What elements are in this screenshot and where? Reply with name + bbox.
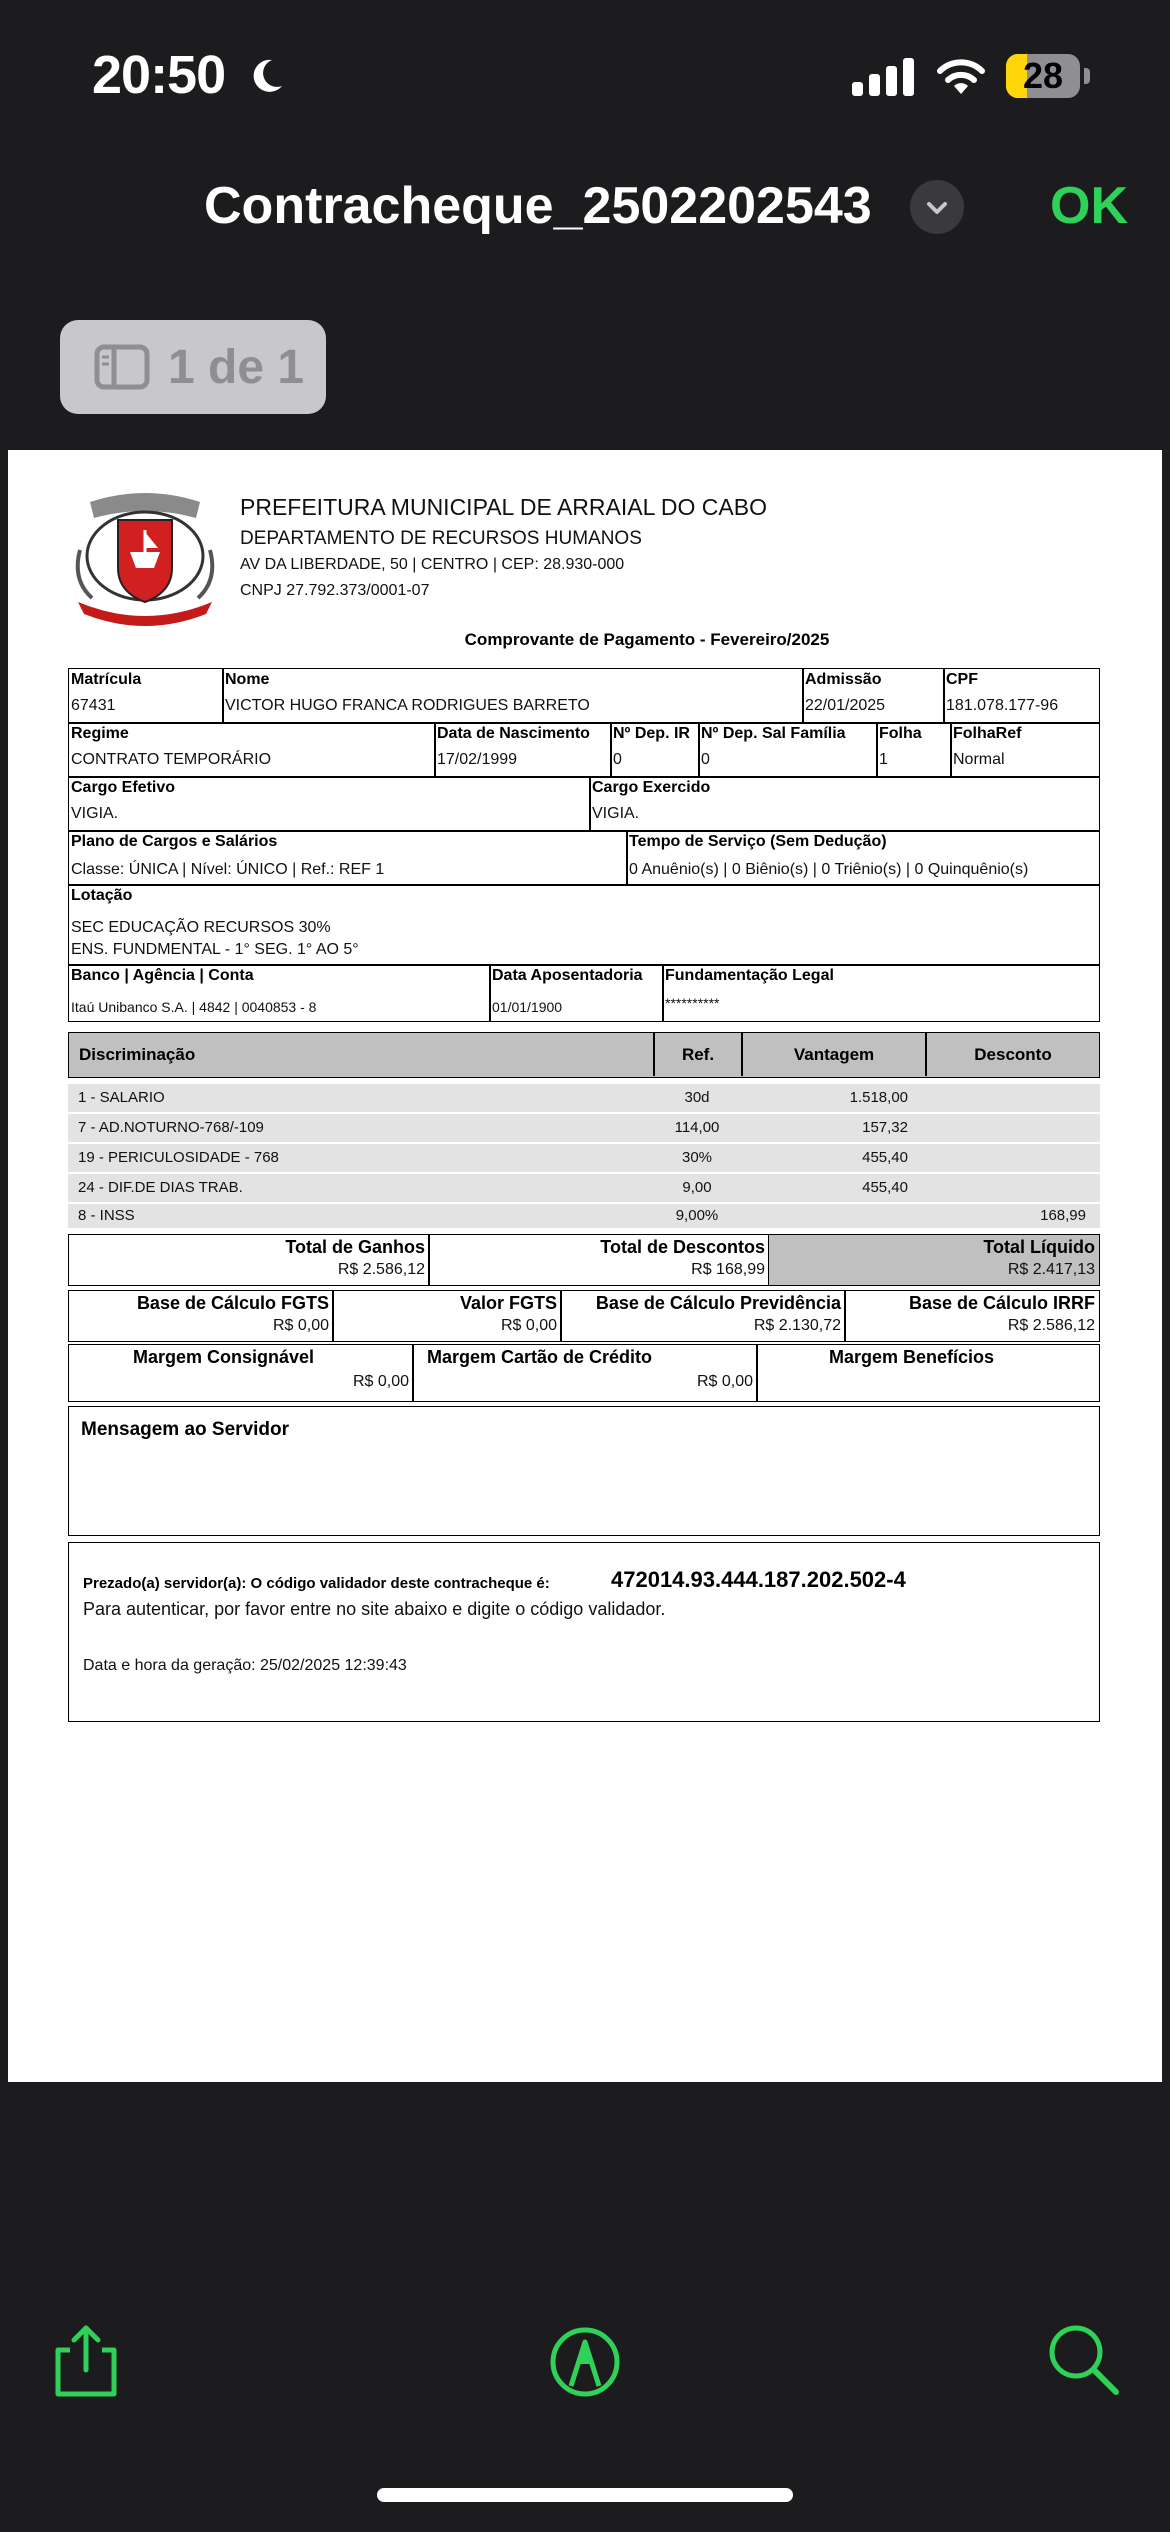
field-cpf — [943, 668, 1100, 724]
field-folharef — [950, 722, 1100, 778]
field-cargo-efetivo — [68, 776, 591, 832]
earnings-table-header — [68, 1032, 1100, 1078]
field-banco — [68, 964, 491, 1022]
org-address: AV DA LIBERDADE, 50 | CENTRO | CEP: 28.930-000 — [240, 556, 625, 573]
value-tempo-servico: 0 Anuênio(s) | 0 Biênio(s) | 0 Triênio(s) | 0 Quinquênio(s) — [629, 861, 1029, 878]
label-banco: Banco | Agência | Conta — [71, 967, 254, 984]
row-vantagem: 455,40 — [862, 1179, 908, 1196]
label-cpf: CPF — [946, 671, 978, 688]
wifi-icon — [934, 56, 988, 96]
payslip-subtitle: Comprovante de Pagamento - Fevereiro/2025 — [464, 630, 830, 649]
label-cargo-exercido: Cargo Exercido — [592, 779, 711, 796]
home-indicator[interactable] — [377, 2488, 793, 2502]
label-dep-sal-familia: Nº Dep. Sal Família — [701, 725, 846, 742]
mensagem-servidor — [68, 1406, 1100, 1536]
value-banco: Itaú Unibanco S.A. | 4842 | 0040853 - 8 — [71, 999, 317, 1015]
table-row — [68, 1144, 1100, 1172]
org-cnpj: CNPJ 27.792.373/0001-07 — [240, 582, 430, 599]
table-row — [68, 1174, 1100, 1202]
label-margem-cartao: Margem Cartão de Crédito — [427, 1347, 653, 1367]
label-base-fgts: Base de Cálculo FGTS — [136, 1293, 329, 1313]
header-vantagem: Vantagem — [793, 1045, 875, 1064]
valor-fgts — [332, 1290, 562, 1342]
label-nome: Nome — [225, 671, 270, 688]
margem-consignavel — [68, 1344, 414, 1402]
field-nascimento — [434, 722, 612, 778]
row-vantagem: 1.518,00 — [849, 1089, 908, 1106]
value-nascimento: 17/02/1999 — [437, 751, 518, 768]
field-regime — [68, 722, 436, 778]
label-nascimento: Data de Nascimento — [437, 725, 590, 742]
value-matricula: 67431 — [71, 697, 116, 714]
org-name: PREFEITURA MUNICIPAL DE ARRAIAL DO CABO — [240, 494, 767, 520]
document-title[interactable]: Contracheque_2502202543 — [204, 177, 872, 235]
page-indicator-button[interactable] — [60, 320, 326, 414]
value-total-descontos: R$ 168,99 — [691, 1261, 765, 1278]
label-dep-ir: Nº Dep. IR — [613, 725, 690, 742]
row-vantagem: 455,40 — [862, 1149, 908, 1166]
margem-beneficios — [756, 1344, 1100, 1402]
value-dep-sal-familia: 0 — [701, 751, 710, 768]
row-vantagem: 157,32 — [862, 1119, 908, 1136]
validador-intro: Prezado(a) servidor(a): O código validador deste contracheque é: — [83, 1575, 550, 1592]
field-matricula — [68, 668, 224, 724]
label-total-liquido: Total Líquido — [983, 1237, 1095, 1257]
field-folha — [876, 722, 952, 778]
table-row — [68, 1114, 1100, 1142]
value-fundamentacao: ********** — [665, 995, 720, 1011]
row-desc: 8 - INSS — [78, 1207, 135, 1224]
validador-box — [68, 1542, 1100, 1722]
field-tempo-servico — [626, 830, 1100, 886]
value-lotacao-line2: ENS. FUNDMENTAL - 1° SEG. 1° AO 5° — [71, 941, 359, 958]
validador-geracao: Data e hora da geração: 25/02/2025 12:39:43 — [83, 1657, 407, 1674]
value-total-ganhos: R$ 2.586,12 — [337, 1261, 425, 1278]
chevron-down-icon — [923, 194, 951, 222]
row-ref: 114,00 — [674, 1119, 720, 1136]
base-previdencia — [560, 1290, 846, 1342]
label-folha: Folha — [879, 725, 922, 742]
value-lotacao-line1: SEC EDUCAÇÃO RECURSOS 30% — [71, 919, 331, 936]
field-dep-sal-familia — [698, 722, 878, 778]
field-aposentadoria — [489, 964, 664, 1022]
dept-name: DEPARTAMENTO DE RECURSOS HUMANOS — [240, 528, 642, 549]
row-ref: 30d — [684, 1089, 710, 1106]
row-desc: 7 - AD.NOTURNO-768/-109 — [78, 1119, 264, 1136]
value-folha: 1 — [879, 751, 888, 768]
sidebar-icon — [94, 344, 150, 390]
field-dep-ir — [610, 722, 700, 778]
header-desconto: Desconto — [974, 1045, 1052, 1064]
value-valor-fgts: R$ 0,00 — [500, 1317, 557, 1334]
field-admissao — [802, 668, 945, 724]
label-folharef: FolhaRef — [953, 725, 1022, 742]
base-fgts — [68, 1290, 334, 1342]
label-base-previdencia: Base de Cálculo Previdência — [595, 1293, 841, 1313]
label-plano-cargos: Plano de Cargos e Salários — [71, 833, 278, 850]
total-descontos — [428, 1234, 770, 1286]
validador-instrucao: Para autenticar, por favor entre no site abaixo e digite o código validador. — [83, 1599, 666, 1619]
title-menu-button[interactable] — [910, 180, 964, 234]
table-row — [68, 1084, 1100, 1112]
value-base-irrf: R$ 2.586,12 — [1007, 1317, 1095, 1334]
value-plano-cargos: Classe: ÚNICA | Nível: ÚNICO | Ref.: REF 1 — [71, 861, 385, 878]
field-cargo-exercido — [589, 776, 1100, 832]
label-fundamentacao: Fundamentação Legal — [665, 967, 834, 984]
label-margem-consignavel: Margem Consignável — [133, 1347, 315, 1367]
row-desc: 1 - SALARIO — [78, 1089, 165, 1106]
label-total-ganhos: Total de Ganhos — [285, 1237, 425, 1257]
header-ref: Ref. — [681, 1045, 715, 1064]
label-margem-beneficios: Margem Benefícios — [829, 1347, 995, 1367]
row-desc: 19 - PERICULOSIDADE - 768 — [78, 1149, 279, 1166]
value-total-liquido: R$ 2.417,13 — [1007, 1261, 1095, 1278]
label-tempo-servico: Tempo de Serviço (Sem Dedução) — [629, 833, 887, 850]
row-ref: 30% — [681, 1149, 713, 1166]
value-aposentadoria: 01/01/1900 — [492, 999, 563, 1015]
search-icon[interactable] — [1044, 2320, 1124, 2400]
value-nome: VICTOR HUGO FRANCA RODRIGUES BARRETO — [225, 697, 590, 714]
coat-of-arms-logo — [70, 490, 220, 628]
battery-icon — [1006, 54, 1082, 98]
label-aposentadoria: Data Aposentadoria — [492, 967, 643, 984]
payslip-document[interactable] — [8, 450, 1162, 2082]
label-cargo-efetivo: Cargo Efetivo — [71, 779, 176, 796]
label-mensagem-servidor: Mensagem ao Servidor — [81, 1419, 290, 1440]
signal-icon — [852, 58, 914, 96]
table-row — [68, 1204, 1100, 1228]
field-fundamentacao — [662, 964, 1100, 1022]
value-admissao: 22/01/2025 — [805, 697, 886, 714]
label-total-descontos: Total de Descontos — [600, 1237, 765, 1257]
value-base-fgts: R$ 0,00 — [272, 1317, 329, 1334]
row-ref: 9,00% — [675, 1207, 719, 1224]
margem-cartao — [412, 1344, 758, 1402]
share-icon[interactable] — [46, 2320, 126, 2400]
battery-level: 28 — [1022, 55, 1064, 96]
markup-icon[interactable] — [545, 2320, 625, 2400]
value-folharef: Normal — [953, 751, 1005, 768]
value-regime: CONTRATO TEMPORÁRIO — [71, 751, 272, 768]
value-base-previdencia: R$ 2.130,72 — [753, 1317, 841, 1334]
total-liquido — [768, 1234, 1100, 1286]
value-cpf: 181.078.177-96 — [946, 697, 1059, 714]
value-cargo-exercido: VIGIA. — [592, 805, 640, 822]
field-nome — [222, 668, 804, 724]
value-margem-cartao: R$ 0,00 — [696, 1373, 753, 1390]
label-lotacao: Lotação — [71, 887, 133, 904]
base-irrf — [844, 1290, 1100, 1342]
label-valor-fgts: Valor FGTS — [459, 1293, 557, 1313]
value-margem-consignavel: R$ 0,00 — [352, 1373, 409, 1390]
field-lotacao — [68, 884, 1100, 966]
moon-icon — [246, 56, 286, 96]
value-dep-ir: 0 — [613, 751, 622, 768]
row-desconto: 168,99 — [1040, 1207, 1086, 1224]
ok-button[interactable]: OK — [1050, 177, 1128, 235]
label-matricula: Matrícula — [71, 671, 142, 688]
row-ref: 9,00 — [682, 1179, 712, 1196]
label-admissao: Admissão — [805, 671, 882, 688]
header-discriminacao: Discriminação — [79, 1045, 196, 1064]
value-cargo-efetivo: VIGIA. — [71, 805, 119, 822]
page-indicator-label: 1 de 1 — [168, 340, 305, 394]
label-regime: Regime — [71, 725, 129, 742]
label-base-irrf: Base de Cálculo IRRF — [908, 1293, 1095, 1313]
status-time: 20:50 — [92, 45, 226, 105]
validador-code: 472014.93.444.187.202.502-4 — [611, 1567, 906, 1592]
row-desc: 24 - DIF.DE DIAS TRAB. — [78, 1179, 243, 1196]
total-ganhos — [68, 1234, 430, 1286]
field-plano-cargos — [68, 830, 628, 886]
